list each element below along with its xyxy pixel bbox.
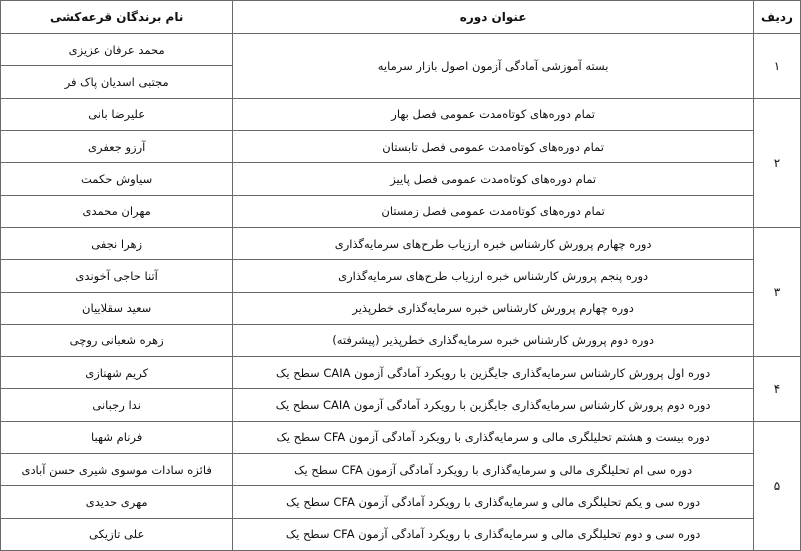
course-title: دوره سی و یکم تحلیلگری مالی و سرمایه‌گذاری با رویکرد آمادگی آزمون CFA سطح یک (233, 486, 754, 518)
row-number-4: ۴ (753, 357, 800, 422)
table-row (1, 292, 801, 324)
winner-name: مجتبی اسدیان پاک فر (1, 66, 233, 98)
header-winners: نام برندگان قرعه‌کشی (1, 1, 233, 34)
course-title: دوره دوم پرورش کارشناس خبره سرمایه‌گذاری خطرپذیر (پیشرفته) (233, 324, 754, 356)
winner-name: مهری حدیدی (1, 486, 233, 518)
winner-name: سیاوش حکمت (1, 163, 233, 195)
winner-name: علی تازیکی (1, 518, 233, 550)
course-title: تمام دوره‌های کوتاه‌مدت عمومی فصل زمستان (233, 195, 754, 227)
table-row (1, 357, 801, 389)
course-title: دوره سی و دوم تحلیلگری مالی و سرمایه‌گذاری با رویکرد آمادگی آزمون CFA سطح یک (233, 518, 754, 550)
table-row (1, 130, 801, 162)
winner-name: آرزو جعفری (1, 130, 233, 162)
table-row (1, 421, 801, 453)
course-title: دوره سی ام تحلیلگری مالی و سرمایه‌گذاری با رویکرد آمادگی آزمون CFA سطح یک (233, 454, 754, 486)
table-row (1, 454, 801, 486)
table-row (1, 227, 801, 259)
header-row-number: ردیف (753, 1, 800, 34)
row-number-3: ۳ (753, 227, 800, 356)
winner-name: فائزه سادات موسوی شیری حسن آبادی (1, 454, 233, 486)
winner-name: زهره شعبانی روچی (1, 324, 233, 356)
row-number-1: ۱ (753, 34, 800, 99)
winner-name: محمد عرفان عزیزی (1, 34, 233, 66)
table-row (1, 486, 801, 518)
course-title: تمام دوره‌های کوتاه‌مدت عمومی فصل بهار (233, 98, 754, 130)
table-row (1, 389, 801, 421)
table-row (1, 195, 801, 227)
row-number-5: ۵ (753, 421, 800, 550)
table-row (1, 34, 801, 66)
course-title: دوره دوم پرورش کارشناس سرمایه‌گذاری جایگزین با رویکرد آمادگی آزمون CAIA سطح یک (233, 389, 754, 421)
table-row (1, 163, 801, 195)
table-row (1, 324, 801, 356)
winner-name: آتنا حاجی آخوندی (1, 260, 233, 292)
winner-name: فرنام شهبا (1, 421, 233, 453)
winner-name: ندا رجبانی (1, 389, 233, 421)
table-row (1, 98, 801, 130)
course-title: تمام دوره‌های کوتاه‌مدت عمومی فصل تابستان (233, 130, 754, 162)
winner-name: علیرضا بانی (1, 98, 233, 130)
course-title: دوره چهارم پرورش کارشناس خبره سرمایه‌گذاری خطرپذیر (233, 292, 754, 324)
course-title: دوره بیست و هشتم تحلیلگری مالی و سرمایه‌گذاری با رویکرد آمادگی آزمون CFA سطح یک (233, 421, 754, 453)
course-title: دوره پنجم پرورش کارشناس خبره ارزیاب طرح‌های سرمایه‌گذاری (233, 260, 754, 292)
header-row (1, 1, 801, 34)
table-row (1, 518, 801, 550)
table-row (1, 260, 801, 292)
course-title: تمام دوره‌های کوتاه‌مدت عمومی فصل پاییز (233, 163, 754, 195)
course-title: بسته آموزشی آمادگی آزمون اصول بازار سرمایه (233, 34, 754, 99)
row-number-2: ۲ (753, 98, 800, 227)
header-course-title: عنوان دوره (233, 1, 754, 34)
winner-name: سعید سقلاییان (1, 292, 233, 324)
winner-name: زهرا نجفی (1, 227, 233, 259)
winner-name: مهران محمدی (1, 195, 233, 227)
course-title: دوره اول پرورش کارشناس سرمایه‌گذاری جایگزین با رویکرد آمادگی آزمون CAIA سطح یک (233, 357, 754, 389)
winner-name: کریم شهنازی (1, 357, 233, 389)
course-title: دوره چهارم پرورش کارشناس خبره ارزیاب طرح‌های سرمایه‌گذاری (233, 227, 754, 259)
